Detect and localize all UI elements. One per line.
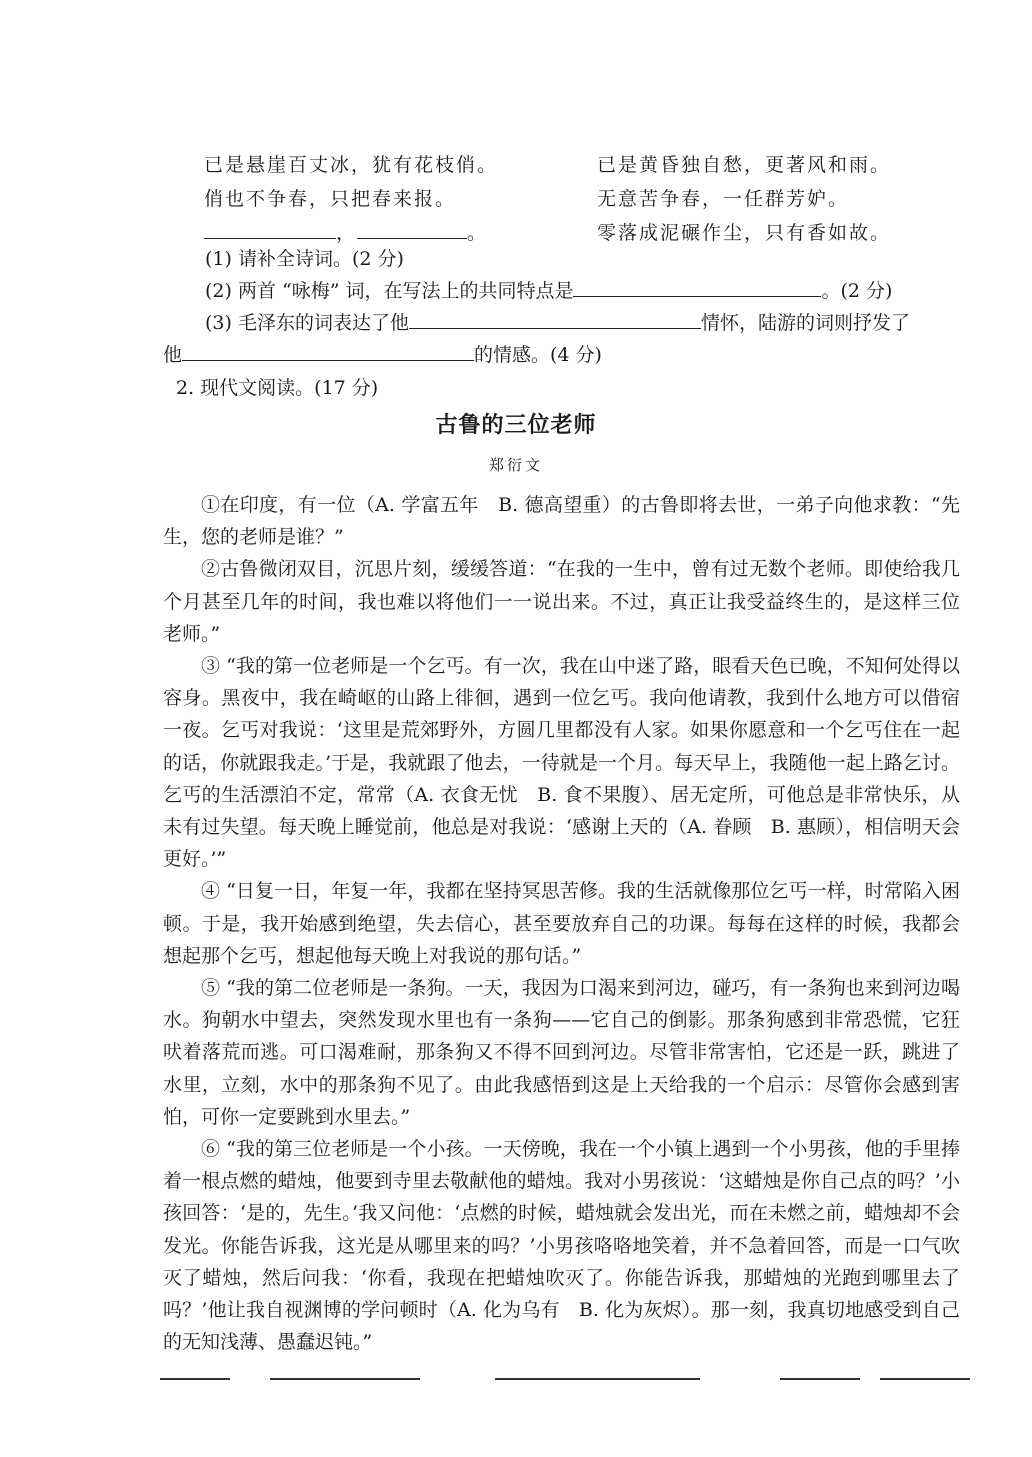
question-3-continued [163, 339, 602, 371]
page-footer-rule [270, 1378, 420, 1380]
page-footer-rule [495, 1378, 700, 1380]
page-footer-rule [160, 1378, 230, 1380]
poem-period: 。 [467, 222, 489, 244]
question-1: (1) 请补全诗词。(2 分) [205, 248, 404, 270]
poem-mao-zedong [204, 148, 564, 250]
poem-line: 零落成泥碾作尘，只有香如故。 [597, 222, 892, 244]
paragraph: ③ “我的第一位老师是一个乞丐。有一次，我在山中迷了路，眼看天色已晚，不知何处得以容身。黑夜中，我在崎岖的山路上徘徊，遇到一位乞丐。我向他请教，我到什么地方可以借宿一夜。乞丐对我说：‘这里是荒郊野外，方圆几里都没有人家。如果你愿意和一个乞丐住在一起的话，你就跟我走。’于是，我就跟了他去，一待就是一个月。每天早上，我随他一起上路乞讨。乞丐的生活漂泊不定，常常（A. 衣食无忧 B. 食不果腹）、居无定所，可他总是非常快乐，从未有过失望。每天晚上睡觉前，他总是对我说：‘感谢上天的（A. 眷顾 B. 惠顾），相信明天会更好。’” [163, 655, 960, 871]
poem-line: 无意苦争春，一任群芳妒。 [597, 188, 850, 210]
question-3-text-mid: 情怀，陆游的词则抒发了 [700, 312, 910, 334]
question-3-text: 他 [163, 344, 183, 366]
page-footer-rule [780, 1378, 860, 1380]
article-body [163, 489, 960, 1358]
poem-lu-you [597, 148, 977, 250]
poem-line: 已是悬崖百丈冰，犹有花枝俏。 [204, 154, 499, 176]
paragraph: ⑥ “我的第三位老师是一个小孩。一天傍晚，我在一个小镇上遇到一个小男孩，他的手里捧着一根点燃的蜡烛，他要到寺里去敬献他的蜡烛。我对小男孩说：‘这蜡烛是你自己点的吗？’小孩回答：‘是的，先生。’我又问他：‘点燃的时候，蜡烛就会发出光，而在未燃之前，蜡烛却不会发光。你能告诉我，这光是从哪里来的吗？’小男孩咯咯地笑着，并不急着回答，而是一口气吹灭了蜡烛，然后问我：‘你看，我现在把蜡烛吹灭了。你能告诉我，那蜡烛的光跑到哪里去了吗？’他让我自视渊博的学问顿时（A. 化为乌有 B. 化为灰烬）。那一刻，我真切地感受到自己的无知浅薄、愚蠢迟钝。” [163, 1138, 960, 1354]
article-title: 古鲁的三位老师 [435, 412, 597, 438]
paragraph: ⑤ “我的第二位老师是一条狗。一天，我因为口渴来到河边，碰巧，有一条狗也来到河边喝水。狗朝水中望去，突然发现水里也有一条狗——它自己的倒影。那条狗感到非常恐慌，它狂吠着落荒而逃。可口渴难耐，那条狗又不得不回到河边。尽管非常害怕，它还是一跃，跳进了水里，立刻，水中的那条狗不见了。由此我感悟到这是上天给我的一个启示：尽管你会感到害怕，可你一定要跳到水里去。” [163, 977, 960, 1128]
poem-line: 俏也不争春，只把春来报。 [204, 188, 457, 210]
page-footer-rule [880, 1378, 970, 1380]
section-heading: 2. 现代文阅读。(17 分) [176, 377, 379, 399]
question-3-text: (3) 毛泽东的词表达了他 [205, 312, 409, 334]
poem-comma: ， [336, 222, 358, 244]
question-3 [205, 307, 910, 339]
question-2 [205, 275, 892, 307]
answer-blank[interactable] [357, 218, 467, 239]
question-2-text: (2) 两首 “咏梅” 词，在写法上的共同特点是 [205, 280, 574, 302]
answer-blank[interactable] [409, 308, 701, 329]
paragraph: ①在印度，有一位（A. 学富五年 B. 德高望重）的古鲁即将去世，一弟子向他求教：“先生，您的老师是谁？” [163, 494, 960, 549]
paragraph: ②古鲁微闭双目，沉思片刻，缓缓答道：“在我的一生中，曾有过无数个老师。即使给我几个月甚至几年的时间，我也难以将他们一一说出来。不过，真正让我受益终生的，是这样三位老师。” [163, 558, 960, 645]
poem-line: 已是黄昏独自愁，更著风和雨。 [597, 154, 892, 176]
question-2-score: 。(2 分) [821, 280, 893, 302]
article-author: 郑衍文 [488, 456, 543, 474]
answer-blank[interactable] [204, 218, 336, 239]
question-3-score: 的情感。(4 分) [474, 344, 602, 366]
paragraph: ④ “日复一日，年复一年，我都在坚持冥思苦修。我的生活就像那位乞丐一样，时常陷入困顿。于是，我开始感到绝望，失去信心，甚至要放弃自己的功课。每每在这样的时候，我都会想起那个乞丐，想起他每天晚上对我说的那句话。” [163, 880, 960, 967]
answer-blank[interactable] [573, 276, 821, 297]
answer-blank[interactable] [182, 340, 474, 361]
